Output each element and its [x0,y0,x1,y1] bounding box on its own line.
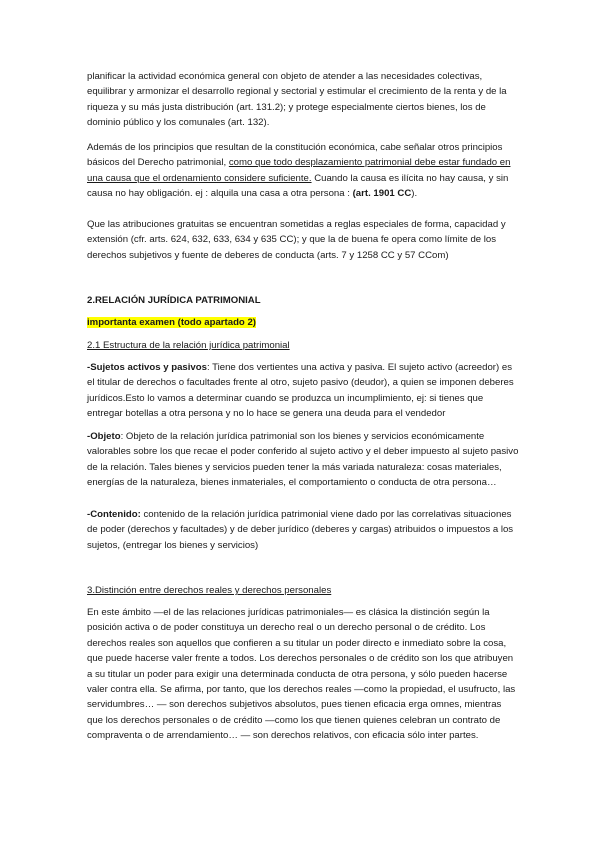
objeto-text: : Objeto de la relación jurídica patrimonial son los bienes y servicios económicamente valorables sobre los que recae el poder conferido al sujeto activo y el deber impuesto al sujeto pasivo de la relación. Tales bienes y servicios pueden tener la más variada naturaleza: cosas materiales, energías de la naturaleza, bienes inmateriales, el comportamiento o conducta de otra persona… [87,431,519,489]
highlighted-note [87,315,519,330]
principios-text-a: Además de los principios que resultan de la constitución económica, cabe señalar otros principios básicos del Derecho patrimonial, [87,142,503,169]
sujetos-text: : Tiene dos vertientes una activa y pasiva. El sujeto activo (acreedor) es el titular de derechos o facultades frente al otro, sujeto pasivo (deudor), a quien se imponen deberes jurídicos.Esto lo vamos a determinar cuando se produzca un incumplimiento, ej: si tienes que entregar botellas a otra persona y no lo hace se genera una deuda para el vendedor [87,362,514,420]
paragraph-sujetos [87,360,519,422]
paragraph-contenido [87,507,519,553]
principios-text-end: ). [411,188,418,200]
principios-bold-ref: (art. 1901 CC [352,188,412,200]
contenido-text: contenido de la relación jurídica patrimonial viene dado por las correlativas situaciones de poder (derechos y facultades) y de deber jurídico (deberes y cargas) atribuidos o impuestos a los sujetos, (entregar los bienes y servicios) [87,509,514,551]
principios-text-b: Cuando la causa es ilícita no hay causa, y sin causa no hay obligación. ej : alquila una casa a otra persona : [87,172,509,200]
paragraph-objeto [87,429,519,491]
paragraph-derechos: En este ámbito —el de las relaciones jurídicas patrimoniales— es clásica la distinción según la posición activa o de poder constituya un derecho real o un derecho personal o de crédito. Los derechos reales son aquellos que confieren a su titular un poder directo e inmediato sobre la cosa, que puede hacerse valer frente a todos. Los derechos personales o de crédito son los que atribuyen a su titular un poder para exigir una determinada conducta de otra persona, y sólo pueden hacerse valer contra ella. Se afirma, por tanto, que los derechos reales —como la propiedad, el usufructo, las servidumbres… — son derechos subjetivos absolutos, pues tienen eficacia erga omnes, mientras que los derechos personales o de crédito —como los que tienen quienes celebran un contrato de compraventa o de arrendamiento… — son derechos relativos, con eficacia sólo inter partes. [87,607,516,742]
contenido-label: -Contenido: [87,509,141,520]
section-heading-2: 2.RELACIÓN JURÍDICA PATRIMONIAL [87,295,261,306]
objeto-label: -Objeto [87,431,121,442]
note-highlight: importanta examen (todo apartado 2) [87,317,256,328]
subsection-heading-2-1: 2.1 Estructura de la relación jurídica patrimonial [87,340,290,351]
principios-underlined-text: como que todo desplazamiento patrimonial debe estar fundado en una causa que el ordenamiento considere suficiente. [87,157,511,184]
paragraph-planificar: planificar la actividad económica general con objeto de atender a las necesidades colectivas, equilibrar y armonizar el desarrollo regional y sectorial y estimular el crecimiento de la renta y de la riqueza y su más justa distribución (art. 131.2); y protege especialmente ciertos bienes, los de dominio público y los comunales (art. 132). [87,71,507,129]
paragraph-atribuciones: Que las atribuciones gratuitas se encuentran sometidas a reglas especiales de forma, capacidad y extensión (cfr. arts. 624, 632, 633, 634 y 635 CC); y que la de buena fe opera como límite de los derechos subjetivos y fuente de deberes de conducta (arts. 7 y 1258 CC y 57 CCom) [87,219,506,261]
sujetos-label: -Sujetos activos y pasivos [87,362,207,373]
paragraph-principios [87,140,519,202]
section-heading-3: 3.Distinción entre derechos reales y derechos personales [87,585,332,596]
